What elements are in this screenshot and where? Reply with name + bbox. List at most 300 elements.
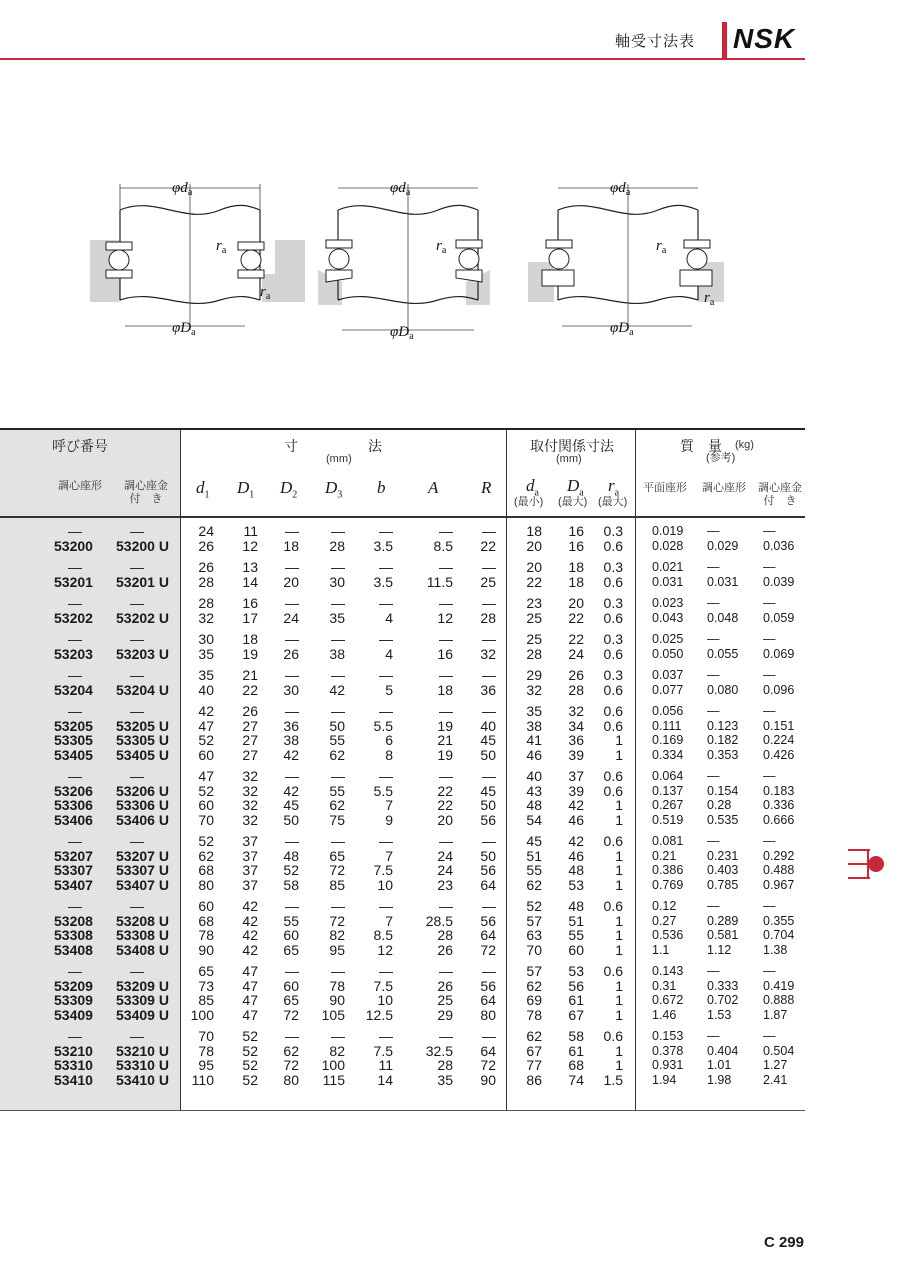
table-cell: 80: [283, 1071, 299, 1088]
table-cell: 0.3: [603, 667, 623, 683]
table-cell: 12: [437, 609, 453, 626]
table-cell: 34: [568, 717, 584, 734]
table-cell: 22: [242, 681, 258, 698]
header-aligning-seat: 調心座形: [58, 480, 102, 492]
table-cell: 61: [568, 1042, 584, 1059]
table-cell: 0.3: [603, 595, 623, 611]
table-cell: —: [763, 632, 776, 646]
table-cell: 25: [480, 573, 496, 590]
table-cell: 35: [437, 1071, 453, 1088]
table-cell: —: [130, 595, 144, 611]
header-da-note: (最小): [514, 496, 544, 508]
table-cell: 48: [568, 898, 584, 914]
table-cell: 53405 U: [116, 746, 169, 763]
table-cell: 64: [480, 1042, 496, 1059]
table-cell: 47: [242, 977, 258, 994]
table-cell: —: [130, 631, 144, 647]
table-cell: 38: [329, 645, 345, 662]
table-cell: 7: [385, 912, 393, 929]
table-cell: —: [285, 559, 299, 575]
table-cell: 37: [242, 833, 258, 849]
table-cell: 48: [283, 847, 299, 864]
table-cell: —: [439, 898, 453, 914]
table-cell: 56: [480, 977, 496, 994]
table-cell: 0.081: [652, 834, 684, 848]
table-cell: 82: [329, 1042, 345, 1059]
table-cell: 53: [568, 963, 584, 979]
table-cell: 42: [242, 898, 258, 914]
table-cell: 1.27: [763, 1058, 788, 1073]
table-cell: 42: [568, 797, 584, 814]
table-cell: 27: [242, 717, 258, 734]
table-cell: —: [763, 668, 776, 682]
table-cell: 0.096: [763, 682, 795, 697]
table-cell: 42: [329, 681, 345, 698]
table-cell: 0.31: [652, 978, 677, 993]
table-cell: —: [482, 1028, 496, 1044]
table-cell: 42: [242, 941, 258, 958]
table-cell: 35: [526, 703, 542, 719]
table-cell: 60: [198, 746, 214, 763]
table-cell: 0.224: [763, 733, 795, 748]
header-mass-unit: (kg): [735, 439, 754, 451]
svg-text:ra: $r_a$: [260, 284, 271, 302]
table-cell: —: [707, 1029, 720, 1043]
table-cell: 50: [480, 847, 496, 864]
header-dimensions: 寸 法: [284, 438, 382, 454]
table-cell: 0.536: [652, 928, 684, 943]
table-cell: 0.21: [652, 848, 677, 863]
table-cell: —: [763, 899, 776, 913]
table-cell: —: [331, 963, 345, 979]
svg-text:ra: $r_a$: [704, 290, 715, 308]
table-cell: 70: [198, 811, 214, 828]
table-cell: 53409: [54, 1006, 93, 1023]
table-cell: 1: [615, 811, 623, 828]
table-cell: —: [285, 898, 299, 914]
table-cell: 22: [480, 537, 496, 554]
header-D3: $D_3$: [325, 478, 343, 501]
table-cell: 21: [437, 732, 453, 749]
table-cell: 42: [568, 833, 584, 849]
table-cell: 60: [283, 927, 299, 944]
table-cell: 53207 U: [116, 847, 169, 864]
table-cell: —: [379, 768, 393, 784]
table-cell: —: [68, 667, 82, 683]
table-cell: 25: [437, 992, 453, 1009]
header-da: $d_a$: [526, 476, 539, 499]
table-cell: 1: [615, 977, 623, 994]
table-cell: 0.123: [707, 718, 739, 733]
diagram-flat-seat: [90, 180, 305, 338]
table-cell: —: [130, 523, 144, 539]
table-cell: 53305 U: [116, 732, 169, 749]
table-cell: 0.069: [763, 646, 795, 661]
table-cell: 22: [526, 573, 542, 590]
table-cell: 0.426: [763, 747, 795, 762]
table-cell: 78: [329, 977, 345, 994]
table-cell: 1.94: [652, 1072, 677, 1087]
table-cell: —: [763, 704, 776, 718]
table-cell: —: [130, 768, 144, 784]
table-cell: 53202: [54, 609, 93, 626]
table-cell: 35: [329, 609, 345, 626]
table-cell: 0.043: [652, 610, 684, 625]
svg-text:φDa: $\varphi D_a$: [610, 320, 634, 338]
table-cell: —: [331, 1028, 345, 1044]
table-cell: —: [379, 898, 393, 914]
table-cell: 0.182: [707, 733, 739, 748]
table-cell: 69: [526, 992, 542, 1009]
table-cell: 60: [283, 977, 299, 994]
table-cell: 23: [526, 595, 542, 611]
table-cell: 0.031: [707, 574, 739, 589]
table-cell: 22: [437, 797, 453, 814]
table-cell: 50: [283, 811, 299, 828]
table-cell: 19: [437, 717, 453, 734]
table-cell: 53307 U: [116, 862, 169, 879]
table-cell: 62: [526, 1028, 542, 1044]
table-cell: —: [130, 833, 144, 849]
table-cell: —: [707, 668, 720, 682]
table-cell: 26: [242, 703, 258, 719]
header-rule: [0, 58, 805, 60]
table-cell: 42: [198, 703, 214, 719]
table-cell: 53308 U: [116, 927, 169, 944]
table-cell: 105: [321, 1006, 345, 1023]
table-cell: —: [285, 595, 299, 611]
table-cell: 32: [198, 609, 214, 626]
table-cell: 53208 U: [116, 912, 169, 929]
table-cell: 53210 U: [116, 1042, 169, 1059]
table-cell: 0.029: [707, 538, 739, 553]
table-cell: 72: [480, 941, 496, 958]
header-ra-note: (最大): [598, 496, 628, 508]
table-cell: 3.5: [373, 573, 393, 590]
table-cell: 72: [283, 1006, 299, 1023]
table-cell: 47: [198, 717, 214, 734]
table-cell: 0.025: [652, 632, 684, 646]
table-cell: 53305: [54, 732, 93, 749]
table-cell: 0.039: [763, 574, 795, 589]
table-cell: 0.769: [652, 877, 684, 892]
table-cell: 53310 U: [116, 1057, 169, 1074]
header-mass-flat: 平面座形: [643, 482, 687, 494]
table-cell: —: [130, 703, 144, 719]
table-cell: 18: [437, 681, 453, 698]
table-cell: 28: [437, 1057, 453, 1074]
table-cell: 52: [242, 1042, 258, 1059]
table-cell: 1: [615, 1006, 623, 1023]
table-cell: —: [331, 523, 345, 539]
table-cell: —: [285, 523, 299, 539]
table-cell: 53407: [54, 876, 93, 893]
table-cell: 4: [385, 609, 393, 626]
table-cell: 1.1: [652, 942, 670, 957]
table-cell: 20: [526, 537, 542, 554]
table-cell: 0.931: [652, 1058, 684, 1073]
table-cell: 0.037: [652, 668, 684, 682]
table-cell: 4: [385, 645, 393, 662]
table-cell: 53206: [54, 782, 93, 799]
svg-text:φda: $\varphi d_a$: [390, 180, 411, 198]
table-cell: 74: [568, 1071, 584, 1088]
table-cell: 6: [385, 732, 393, 749]
table-cell: 47: [242, 1006, 258, 1023]
table-cell: 1.01: [707, 1058, 732, 1073]
table-cell: 100: [190, 1006, 214, 1023]
table-cell: 82: [329, 927, 345, 944]
table-cell: 0.785: [707, 877, 739, 892]
table-cell: —: [482, 768, 496, 784]
table-bottom-rule: [0, 1110, 805, 1111]
table-cell: 65: [283, 941, 299, 958]
table-cell: —: [763, 964, 776, 978]
table-cell: 21: [242, 667, 258, 683]
table-cell: 8.5: [373, 927, 393, 944]
table-cell: 38: [283, 732, 299, 749]
table-cell: 30: [329, 573, 345, 590]
table-cell: 0.403: [707, 863, 739, 878]
table-cell: 1.87: [763, 1007, 788, 1022]
table-cell: —: [763, 769, 776, 783]
table-cell: 51: [568, 912, 584, 929]
table-cell: 14: [377, 1071, 393, 1088]
table-cell: 1.46: [652, 1007, 677, 1022]
table-cell: 57: [526, 912, 542, 929]
table-cell: —: [379, 595, 393, 611]
table-cell: 7: [385, 847, 393, 864]
table-cell: 53206 U: [116, 782, 169, 799]
header-aligning-washer: 調心座金 付 き: [124, 480, 168, 505]
table-cell: 78: [526, 1006, 542, 1023]
table-cell: 37: [242, 876, 258, 893]
mounting-diagrams: [80, 170, 740, 355]
table-cell: 37: [242, 847, 258, 864]
table-cell: 61: [568, 992, 584, 1009]
table-cell: 62: [526, 977, 542, 994]
table-cell: 115: [322, 1071, 345, 1088]
table-cell: 52: [198, 833, 214, 849]
table-cell: —: [379, 1028, 393, 1044]
table-cell: 90: [480, 1071, 496, 1088]
table-cell: —: [285, 768, 299, 784]
table-cell: 52: [526, 898, 542, 914]
table-cell: —: [763, 596, 776, 610]
table-cell: 5: [385, 681, 393, 698]
table-cell: 0.333: [707, 978, 739, 993]
table-cell: 60: [198, 797, 214, 814]
table-cell: 13: [242, 559, 258, 575]
table-cell: 1: [615, 862, 623, 879]
table-cell: 11: [378, 1057, 393, 1074]
table-cell: 0.137: [652, 783, 684, 798]
table-cell: 46: [526, 746, 542, 763]
table-cell: 53410: [54, 1071, 93, 1088]
table-cell: 26: [568, 667, 584, 683]
header-designation: 呼び番号: [52, 438, 108, 454]
table-cell: 0.059: [763, 610, 795, 625]
table-cell: 0.3: [603, 559, 623, 575]
header-b: b: [377, 478, 386, 497]
table-cell: 60: [568, 941, 584, 958]
table-cell: —: [707, 834, 720, 848]
header-dimensions-unit: (mm): [326, 453, 352, 465]
table-cell: 28.5: [425, 912, 453, 929]
table-cell: 0.111: [652, 718, 682, 733]
table-cell: 65: [198, 963, 214, 979]
table-cell: 0.6: [603, 609, 623, 626]
table-cell: 45: [526, 833, 542, 849]
table-cell: 53308: [54, 927, 93, 944]
table-cell: 11.5: [426, 573, 453, 590]
table-cell: 0.064: [652, 769, 684, 783]
table-cell: 32: [242, 797, 258, 814]
table-cell: 16: [568, 523, 584, 539]
table-cell: 72: [283, 1057, 299, 1074]
table-cell: 24: [283, 609, 299, 626]
table-cell: 65: [283, 992, 299, 1009]
table-cell: 53200: [54, 537, 93, 554]
table-cell: —: [763, 834, 776, 848]
table-cell: 0.153: [652, 1029, 684, 1043]
table-cell: —: [285, 631, 299, 647]
header-d1: $d_1$: [196, 478, 210, 501]
table-cell: 90: [329, 992, 345, 1009]
table-cell: 43: [526, 782, 542, 799]
table-cell: 0.336: [763, 798, 795, 813]
table-cell: 40: [526, 768, 542, 784]
table-cell: 36: [568, 732, 584, 749]
table-cell: 53306 U: [116, 797, 169, 814]
table-cell: 0.019: [652, 524, 684, 538]
table-cell: —: [379, 963, 393, 979]
table-cell: 0.6: [603, 645, 623, 662]
table-cell: 1.5: [603, 1071, 623, 1088]
table-cell: 48: [568, 862, 584, 879]
table-cell: —: [707, 964, 720, 978]
table-cell: 70: [198, 1028, 214, 1044]
table-cell: —: [68, 963, 82, 979]
table-cell: 53309 U: [116, 992, 169, 1009]
table-cell: 0.267: [652, 798, 684, 813]
table-cell: 25: [526, 631, 542, 647]
table-cell: 5.5: [373, 717, 393, 734]
table-cell: 20: [283, 573, 299, 590]
table-cell: 1: [615, 1057, 623, 1074]
page-number: C 299: [763, 1234, 804, 1251]
table-cell: —: [331, 559, 345, 575]
table-cell: —: [331, 631, 345, 647]
table-cell: —: [331, 833, 345, 849]
header-mass: 質 量: [680, 438, 722, 454]
table-cell: 53309: [54, 992, 93, 1009]
table-cell: 17: [242, 609, 258, 626]
table-cell: 53405: [54, 746, 93, 763]
svg-text:ra: $r_a$: [216, 238, 227, 256]
table-cell: 0.080: [707, 682, 739, 697]
bearing-diagram-svg: [80, 170, 740, 350]
table-cell: 19: [437, 746, 453, 763]
table-cell: 52: [242, 1071, 258, 1088]
table-cell: 85: [329, 876, 345, 893]
table-cell: 12.5: [365, 1006, 393, 1023]
page-header: [0, 0, 805, 60]
table-cell: 62: [283, 1042, 299, 1059]
table-cell: 20: [526, 559, 542, 575]
table-cell: 28: [568, 681, 584, 698]
table-cell: —: [439, 1028, 453, 1044]
table-cell: 0.292: [763, 848, 795, 863]
table-cell: 32: [242, 811, 258, 828]
table-cell: 16: [437, 645, 453, 662]
table-cell: 0.519: [652, 812, 684, 827]
table-cell: 53205 U: [116, 717, 169, 734]
table-cell: 0.6: [603, 833, 623, 849]
table-cell: 42: [242, 912, 258, 929]
table-cell: —: [439, 703, 453, 719]
table-cell: 0.077: [652, 682, 684, 697]
table-cell: 28: [329, 537, 345, 554]
table-cell: 7: [385, 797, 393, 814]
table-cell: 36: [480, 681, 496, 698]
table-cell: —: [763, 524, 776, 538]
table-cell: 14: [242, 573, 258, 590]
table-cell: —: [285, 667, 299, 683]
table-cell: 11: [243, 523, 258, 539]
table-cell: 35: [198, 645, 214, 662]
table-cell: 0.334: [652, 747, 684, 762]
table-cell: —: [331, 667, 345, 683]
diagram-aligning-washer: [528, 180, 724, 338]
table-cell: 1: [615, 992, 623, 1009]
table-cell: —: [68, 1028, 82, 1044]
table-cell: —: [439, 559, 453, 575]
table-cell: 1: [615, 1042, 623, 1059]
table-cell: 20: [568, 595, 584, 611]
table-cell: 68: [568, 1057, 584, 1074]
table-cell: 53408 U: [116, 941, 169, 958]
table-cell: 53: [568, 876, 584, 893]
table-cell: 50: [480, 746, 496, 763]
table-cell: 0.6: [603, 782, 623, 799]
table-cell: 53310: [54, 1057, 93, 1074]
header-A: A: [428, 478, 439, 497]
table-cell: 0.154: [707, 783, 739, 798]
table-cell: 62: [198, 847, 214, 864]
table-cell: 53207: [54, 847, 93, 864]
table-cell: 0.702: [707, 993, 739, 1008]
table-cell: 1: [615, 912, 623, 929]
header-mounting-unit: (mm): [556, 453, 582, 465]
table-cell: 29: [437, 1006, 453, 1023]
table-cell: 63: [526, 927, 542, 944]
table-cell: 0.672: [652, 993, 684, 1008]
table-cell: 20: [437, 811, 453, 828]
table-cell: —: [439, 833, 453, 849]
table-cell: 0.535: [707, 812, 739, 827]
table-cell: 50: [329, 717, 345, 734]
table-cell: —: [68, 833, 82, 849]
table-cell: 62: [329, 797, 345, 814]
table-cell: 85: [198, 992, 214, 1009]
table-cell: 24: [568, 645, 584, 662]
table-cell: 27: [242, 732, 258, 749]
table-cell: 78: [198, 1042, 214, 1059]
table-cell: —: [482, 559, 496, 575]
table-cell: 68: [198, 912, 214, 929]
table-cell: 25: [526, 609, 542, 626]
